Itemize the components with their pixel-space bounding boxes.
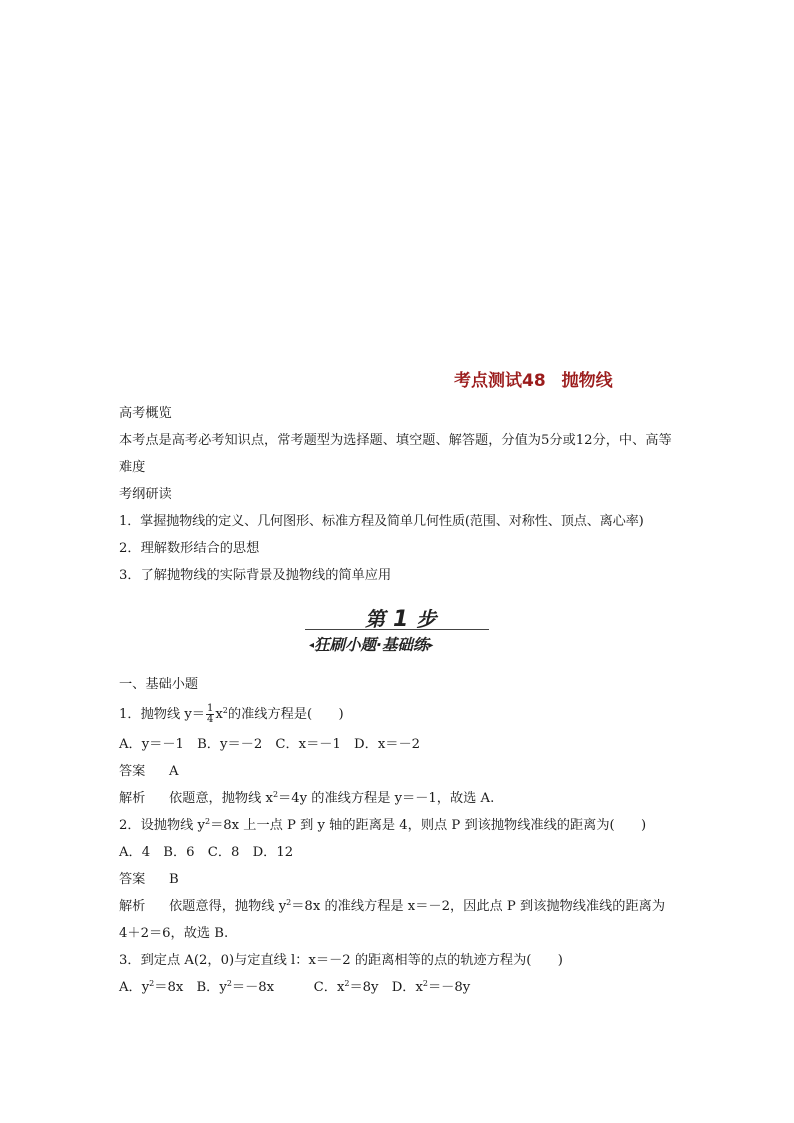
question-2-answer: 答案 B [119,872,179,887]
document-content [119,400,679,1001]
left-arrow-icon: ◂ [309,640,315,651]
question-1-answer: 答案 A [119,764,179,779]
page-title [454,366,613,391]
step-divider [305,629,489,630]
syllabus-item: 3．了解抛物线的实际背景及抛物线的简单应用 [119,568,392,583]
step-banner [119,603,679,665]
question-3-options: A．$y^2=8x$ B．$y^2=-8x$ C．$x^2=8y$ D．$x^2=-8y$ [119,979,471,995]
question-3: 3．到定点 A(2，0)与定直线 l：x＝－2 的距离相等的点的轨迹方程为( ) [119,953,563,968]
question-1: 1．抛物线 y＝ $\frac{1}{4}$ $x^2$的准线方程是( ) [119,703,344,725]
title-main: 考点测试48 [454,371,546,391]
question-1-analysis: 解析 依题意，抛物线 $x^2=4y$ 的准线方程是 y＝－1，故选 A. [119,790,495,806]
overview-heading: 高考概览 [119,406,172,421]
right-arrow-icon: ▸ [428,640,434,651]
syllabus-item: 1．掌握抛物线的定义、几何图形、标准方程及简单几何性质(范围、对称性、顶点、离心率) [119,514,644,529]
syllabus-item: 2．理解数形结合的思想 [119,541,260,556]
step-number: 第 1 步 [365,607,439,632]
question-2-analysis-cont: 4＋2＝6，故选 B. [119,926,229,941]
syllabus-heading: 考纲研读 [119,487,172,502]
overview-text: 本考点是高考必考知识点，常考题型为选择题、填空题、解答题，分值为5分或12分，中、高等难度 [119,433,672,475]
question-2-options: A．4 B．6 C．8 D．12 [119,845,294,860]
fraction: $\frac{1}{4}$ [206,703,214,725]
question-1-options: A．y＝－1 B．y＝－2 C．x＝－1 D．x＝－2 [119,737,421,752]
step-subtitle: ◂狂刷小题·基础练▸ [309,636,434,654]
question-2-analysis: 解析 依题意得，抛物线 $y^2=8x$ 的准线方程是 x＝－2，因此点 P 到该抛物线准线的距离为 [119,898,666,914]
title-sub: 抛物线 [561,371,613,391]
section-heading: 一、基础小题 [119,677,199,692]
question-2: 2．设抛物线 $y^2=8x$ 上一点 P 到 y 轴的距离是 4，则点 P 到该抛物线准线的距离为( ) [119,817,647,833]
